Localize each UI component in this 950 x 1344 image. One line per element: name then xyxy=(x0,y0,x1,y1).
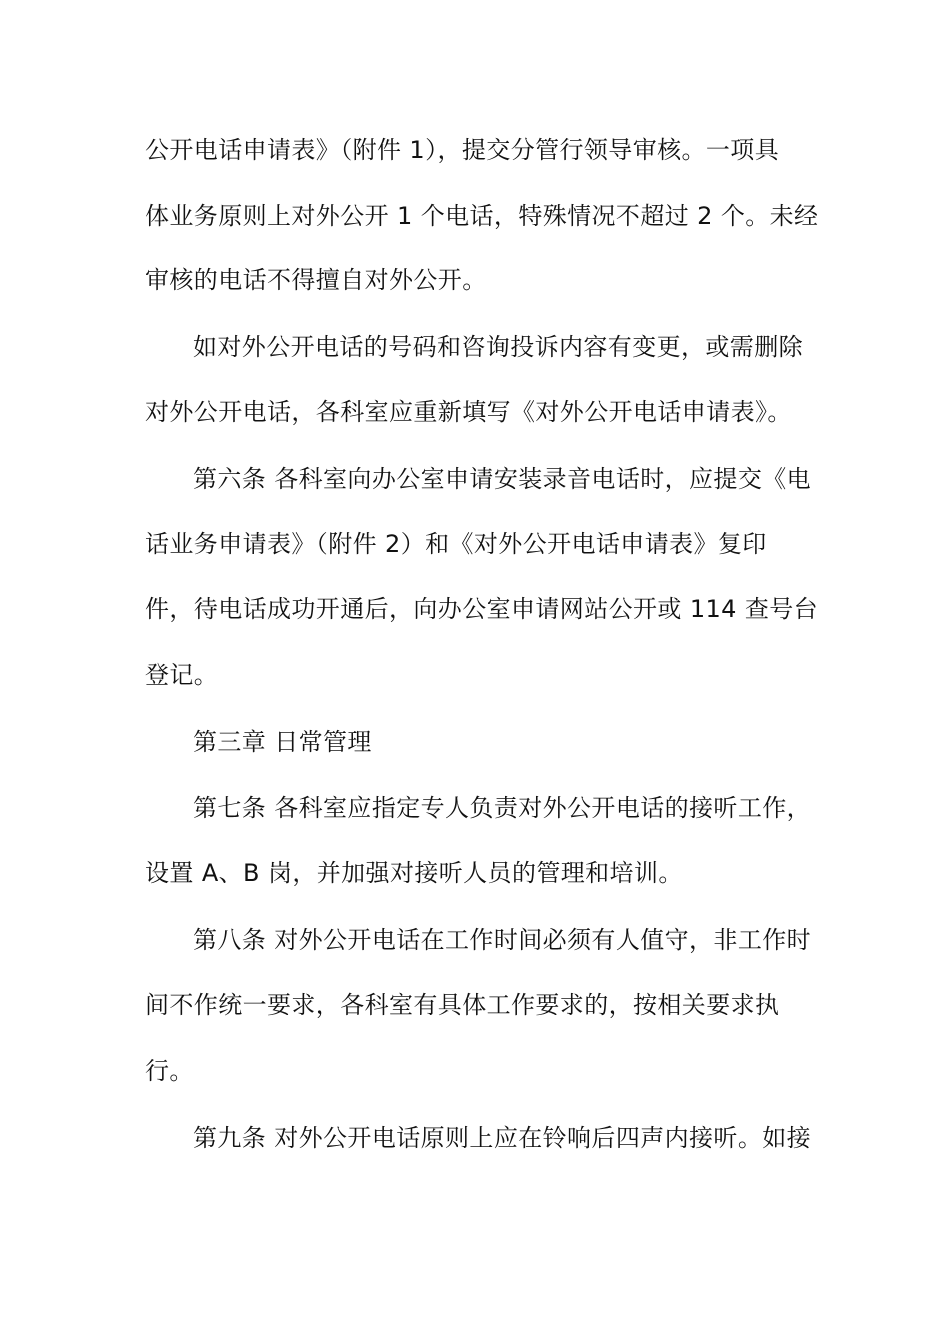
article-6-line: 第六条 各科室向办公室申请安装录音电话时，应提交《电 xyxy=(193,465,812,493)
text-line: 审核的电话不得擅自对外公开。 xyxy=(145,266,487,294)
article-8-line: 第八条 对外公开电话在工作时间必须有人值守，非工作时 xyxy=(193,926,812,954)
text-line: 设置 A、B 岗，并加强对接听人员的管理和培训。 xyxy=(145,859,683,887)
text-line: 话业务申请表》（附件 2）和《对外公开电话申请表》复印 xyxy=(145,530,767,558)
paragraph-start-line: 如对外公开电话的号码和咨询投诉内容有变更，或需删除 xyxy=(193,333,803,361)
article-9-line: 第九条 对外公开电话原则上应在铃响后四声内接听。如接 xyxy=(193,1124,812,1152)
text-line: 对外公开电话，各科室应重新填写《对外公开电话申请表》。 xyxy=(145,398,792,426)
chapter-heading: 第三章 日常管理 xyxy=(193,728,372,756)
article-7-line: 第七条 各科室应指定专人负责对外公开电话的接听工作， xyxy=(193,794,812,822)
text-line: 行。 xyxy=(145,1057,194,1085)
text-line: 体业务原则上对外公开 1 个电话，特殊情况不超过 2 个。未经 xyxy=(145,202,819,230)
text-line: 间不作统一要求，各科室有具体工作要求的，按相关要求执 xyxy=(145,991,780,1019)
text-line: 公开电话申请表》（附件 1），提交分管行领导审核。一项具 xyxy=(145,136,780,164)
text-line: 登记。 xyxy=(145,661,219,689)
text-line: 件，待电话成功开通后，向办公室申请网站公开或 114 查号台 xyxy=(145,595,819,623)
